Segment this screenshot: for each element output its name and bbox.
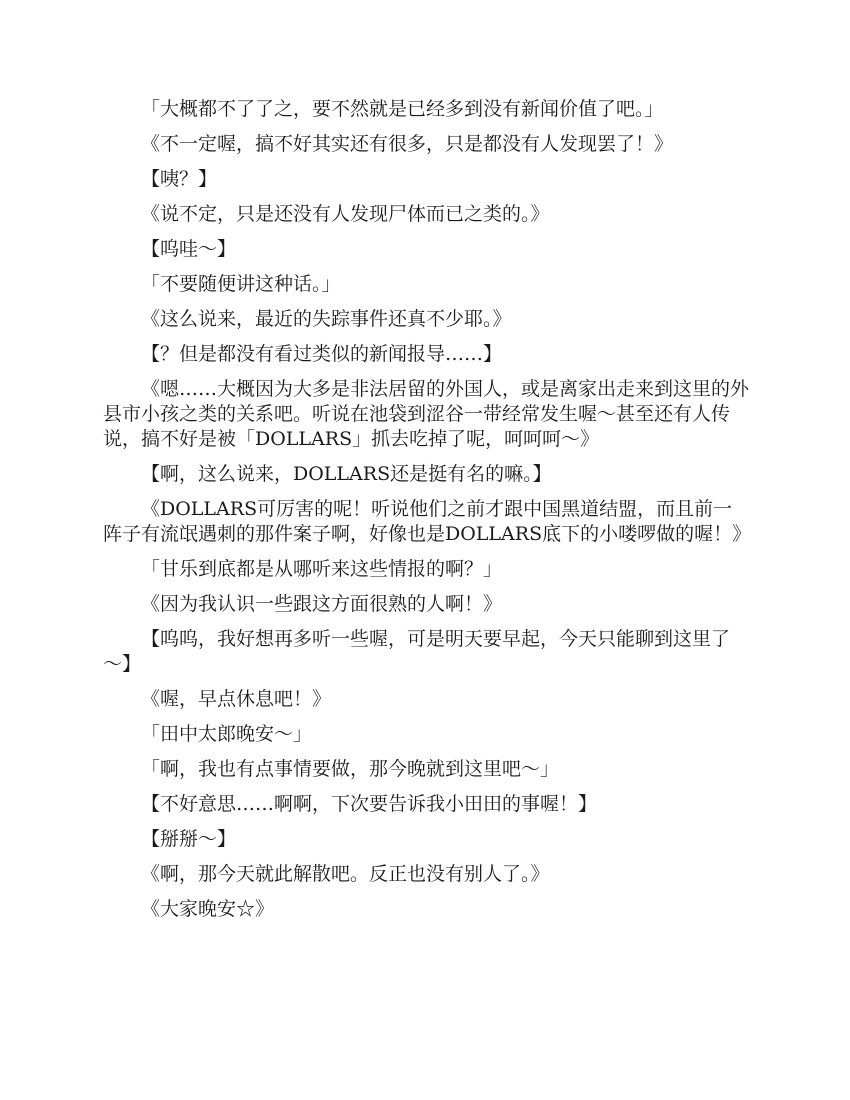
paragraph: 《大家晚安☆》	[141, 898, 275, 920]
paragraph: 《嗯……大概因为大多是非法居留的外国人，或是离家出走来到这里的外县市小孩之类的关系吧。听说在池袋到涩谷一带经常发生喔～甚至还有人传说，搞不好是被「DOLLARS」抓去吃掉了呢，呵呵呵～》	[103, 378, 750, 450]
paragraph: 「啊，我也有点事情要做，那今晚就到这里吧～」	[141, 758, 560, 780]
paragraph: 【咦？】	[141, 168, 218, 190]
paragraph: 「甘乐到底都是从哪听来这些情报的啊？」	[141, 558, 503, 580]
paragraph: 《不一定喔，搞不好其实还有很多，只是都没有人发现罢了！》	[141, 133, 674, 155]
paragraph: 【呜哇～】	[141, 238, 237, 260]
paragraph: 《这么说来，最近的失踪事件还真不少耶。》	[141, 308, 512, 330]
paragraph: 「不要随便讲这种话。」	[141, 273, 341, 295]
paragraph: 【不好意思……啊啊，下次要告诉我小田田的事喔！】	[141, 793, 598, 815]
paragraph: 《喔，早点休息吧！》	[141, 688, 332, 710]
paragraph: 【掰掰～】	[141, 828, 237, 850]
paragraph: 【？但是都没有看过类似的新闻报导……】	[141, 343, 503, 365]
paragraph: 【呜呜，我好想再多听一些喔，可是明天要早起，今天只能聊到这里了～】	[103, 628, 731, 675]
paragraph: 《DOLLARS可厉害的呢！听说他们之前才跟中国黑道结盟，而且前一阵子有流氓遇刺的那件案子啊，好像也是DOLLARS底下的小喽啰做的喔！》	[103, 498, 752, 545]
paragraph: 「田中太郎晚安～」	[141, 723, 313, 745]
paragraph: 《说不定，只是还没有人发现尸体而已之类的。》	[141, 203, 550, 225]
paragraph: 【啊，这么说来，DOLLARS还是挺有名的嘛。】	[141, 463, 552, 485]
paragraph: 《因为我认识一些跟这方面很熟的人啊！》	[141, 593, 503, 615]
paragraph: 《啊，那今天就此解散吧。反正也没有别人了。》	[141, 863, 550, 885]
document-body	[103, 97, 752, 932]
paragraph: 「大概都不了了之，要不然就是已经多到没有新闻价值了吧。」	[141, 98, 664, 120]
